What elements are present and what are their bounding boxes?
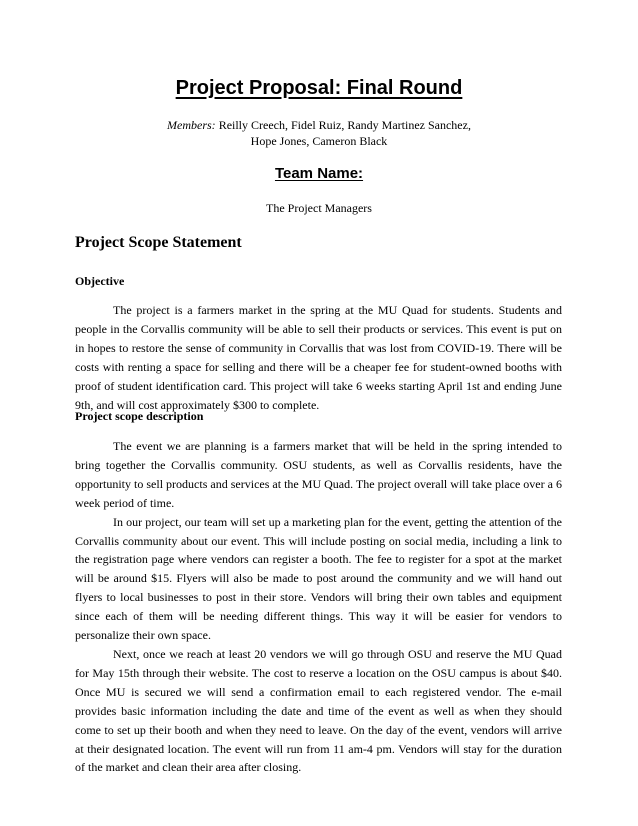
scope-description-paragraph-3: Next, once we reach at least 20 vendors we will go through OSU and reserve the MU Quad for May 15th through their website. The cost to reserve a location on the OSU campus is about $40. Once MU is secured we will send a confirmation email to each registered vendor. The e-mail provides basic information including the date and time of the event as well as when they should come to set up their booth and when they need to leave. On the day of the event, vendors will arrive at their designated location. The event will run from 11 am-4 pm. Vendors will stay for the duration of the market and clean their area after closing. <box>75 646 562 775</box>
members-label: Members: <box>167 118 216 132</box>
members-line-1 <box>0 117 638 133</box>
document-title: Project Proposal: Final Round <box>175 77 463 99</box>
scope-description-paragraph-2: In our project, our team will set up a marketing plan for the event, getting the attention of the Corvallis community about our event. This will include posting on social media, including a link to the registration page where vendors can register a booth. The fee to register for a spot at the market will be around $15. Flyers will also be made to post around the community and we will hand out flyers to local businesses to post in their store. Vendors will bring their own tables and equipment since each of them will be needing different things. This way it will be easier for vendors to personalize their own space. <box>75 514 562 643</box>
members-names-line-2: Hope Jones, Cameron Black <box>250 134 388 148</box>
scope-statement-heading: Project Scope Statement <box>75 234 242 251</box>
scope-description-heading: Project scope description <box>75 409 204 423</box>
scope-description-paragraph-1: The event we are planning is a farmers market that will be held in the spring intended to bring together the Corvallis community. OSU students, as well as Corvallis residents, have the opportunity to sell products and services at the MU Quad. The project overall will take place over a 6 week period of time. <box>75 439 562 510</box>
members-names-line-1: Reilly Creech, Fidel Ruiz, Randy Martinez Sanchez, <box>218 118 471 132</box>
objective-heading: Objective <box>75 274 125 288</box>
members-block <box>0 117 638 149</box>
team-name: The Project Managers <box>266 201 372 215</box>
objective-paragraph: The project is a farmers market in the spring at the MU Quad for students. Students and people in the Corvallis community will be able to sell their products or services. This event is put on in hopes to restore the sense of community in Corvallis that was lost from COVID-19. There will be costs with renting a space for selling and there will be a cheaper fee for student-owned booths with proof of student identification card. This project will take 6 weeks starting April 1st and ending June 9th, and will cost approximately $300 to complete. <box>75 303 562 412</box>
objective-section <box>75 301 562 414</box>
team-name-heading: Team Name: <box>274 165 364 182</box>
scope-description-section <box>75 437 562 777</box>
